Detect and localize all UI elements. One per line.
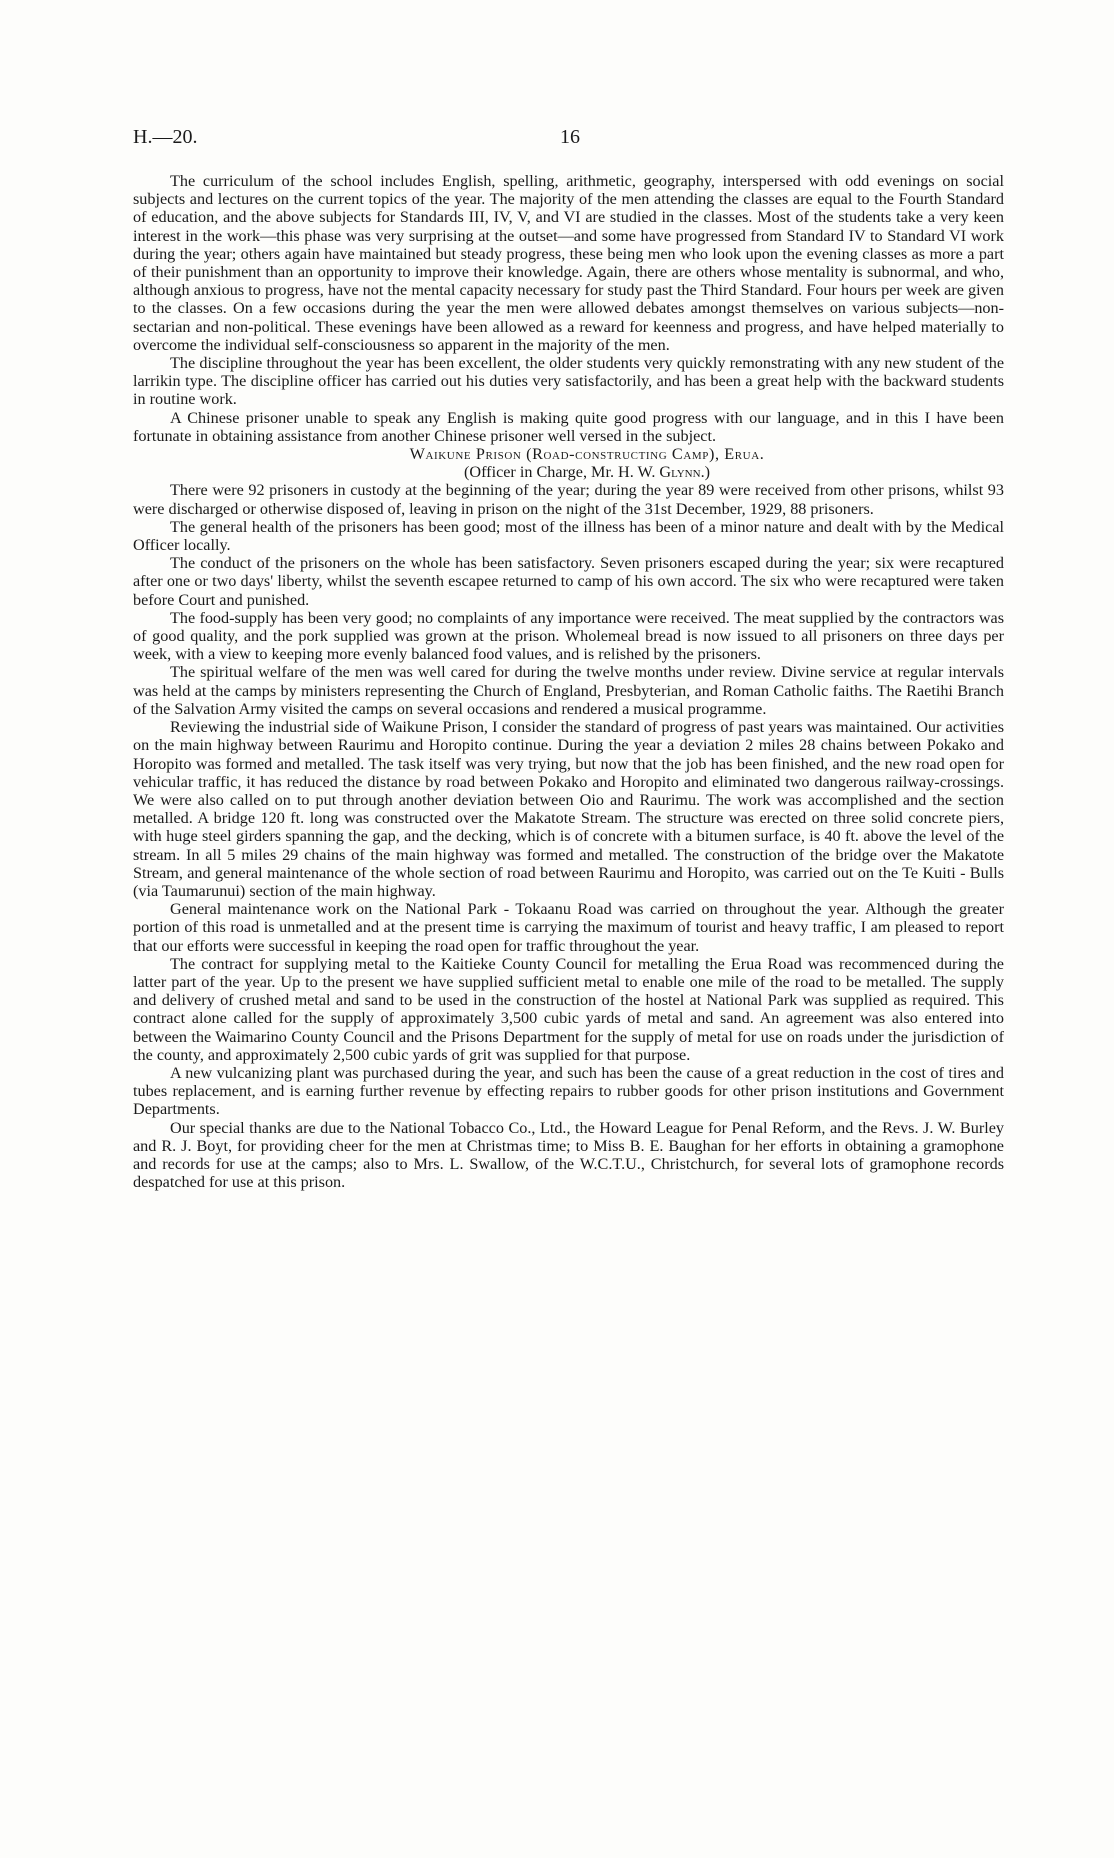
officer-prefix: (Officer in Charge, Mr. H. W. — [464, 463, 660, 482]
paragraph-health: The general health of the prisoners has been good; most of the illness has been of a minor nature and dealt with by the Medical Officer locally. — [133, 517, 1004, 555]
paragraph-road-maintenance: General maintenance work on the National Park - Tokaanu Road was carried on throughout the year. Although the greater portion of this road is unmetalled and at the present time is carrying the maximum of tourist and heavy traffic, I am pleased to report that our efforts were successful in keeping the road open for traffic throughout the year. — [133, 900, 1004, 955]
document-body — [133, 172, 1004, 1191]
officer-in-charge-line — [133, 463, 1004, 481]
paragraph-thanks: Our special thanks are due to the National Tobacco Co., Ltd., the Howard League for Penal Reform, and the Revs. J. W. Burley and R. J. Boyt, for providing cheer for the men at Christmas time; to Miss B. E. Baughan for her efforts in obtaining a gramophone and records for use at the camps; also to Mrs. L. Swallow, of the W.C.T.U., Christchurch, for several lots of gramophone records despatched for use at this prison. — [133, 1118, 1004, 1192]
section-heading: Waikune Prison (Road-constructing Camp), Erua. — [409, 445, 765, 464]
paragraph-industrial-review: Reviewing the industrial side of Waikune Prison, I consider the standard of progress of past years was maintained. Our activities on the main highway between Raurimu and Horopito continue. During the year a deviation 2 miles 28 chains between Pokako and Horopito was formed and metalled. The task itself was very trying, but now that the job has been finished, and the new road open for vehicular traffic, it has reduced the distance by road between Pokako and Horopito and eliminated two dangerous railway-crossings. We were also called on to put through another deviation between Oio and Raurimu. The work was accomplished and the section metalled. A bridge 120 ft. long was constructed over the Makatote Stream. The structure was erected on three solid concrete piers, with huge steel girders spanning the gap, and the decking, which is of concrete with a bitumen surface, is 40 ft. above the level of the stream. In all 5 miles 29 chains of the main highway was formed and metalled. The construction of the bridge over the Makatote Stream, and general maintenance of the whole section of road between Raurimu and Horopito, was carried out on the Te Kuiti - Bulls (via Taumarunui) section of the main highway. — [133, 718, 1004, 900]
report-reference: H.—20. — [133, 126, 198, 148]
paragraph-spiritual-welfare: The spiritual welfare of the men was well cared for during the twelve months under review. Divine service at regular intervals was held at the camps by ministers representing the Church of England, Presbyterian, and Roman Catholic faiths. The Raetihi Branch of the Salvation Army visited the camps on several occasions and rendered a musical programme. — [133, 663, 1004, 718]
paragraph-chinese-prisoner: A Chinese prisoner unable to speak any English is making quite good progress with our language, and in this I have been fortunate in obtaining assistance from another Chinese prisoner well versed in the subject. — [133, 408, 1004, 445]
paragraph-metal-contract: The contract for supplying metal to the Kaitieke County Council for metalling the Erua Road was recommenced during the latter part of the year. Up to the present we have supplied sufficient metal to enable one mile of the road to be metalled. The supply and delivery of crushed metal and sand to be used in the construction of the hostel at National Park was supplied as required. This contract alone called for the supply of approximately 3,500 cubic yards of metal and sand. An agreement was also entered into between the Waimarino County Council and the Prisons Department for the supply of metal for use on roads under the jurisdiction of the county, and approximately 2,500 cubic yards of grit was supplied for that purpose. — [133, 954, 1004, 1064]
paragraph-discipline: The discipline throughout the year has been excellent, the older students very quickly remonstrating with any new student of the larrikin type. The discipline officer has carried out his duties very satisfactorily, and has been a great help with the backward students in routine work. — [133, 354, 1004, 409]
officer-name: Glynn — [659, 463, 701, 482]
page-header — [133, 126, 588, 152]
officer-suffix: .) — [700, 463, 710, 482]
paragraph-food-supply: The food-supply has been very good; no complaints of any importance were received. The meat supplied by the contractors was of good quality, and the pork supplied was grown at the prison. Wholemeal bread is now issued to all prisoners on three days per week, with a view to keeping more evenly balanced food values, and is relished by the prisoners. — [133, 608, 1004, 664]
paragraph-conduct: The conduct of the prisoners on the whole has been satisfactory. Seven prisoners escaped during the year; six were recaptured after one or two days' liberty, whilst the seventh escapee returned to camp of his own accord. The six who were recaptured were taken before Court and punished. — [133, 554, 1004, 609]
paragraph-curriculum: The curriculum of the school includes English, spelling, arithmetic, geography, interspersed with odd evenings on social subjects and lectures on the current topics of the year. The majority of the men attending the classes are equal to the Fourth Standard of education, and the above subjects for Standards III, IV, V, and VI are studied in the classes. Most of the students take a very keen interest in the work—this phase was very surprising at the outset—and some have progressed from Standard IV to Standard VI work during the year; others again have maintained but steady progress, these being men who look upon the evening classes as more a part of their punishment than an opportunity to improve their knowledge. Again, there are others whose mentality is subnormal, and who, although anxious to progress, have not the mental capacity necessary for study past the Third Standard. Four hours per week are given to the classes. On a few occasions during the year the men were allowed debates amongst themselves on various subjects—non-sectarian and non-political. These evenings have been allowed as a reward for keenness and progress, and have helped materially to overcome the individual self-consciousness so apparent in the majority of the men. — [133, 172, 1004, 354]
paragraph-custody: There were 92 prisoners in custody at the beginning of the year; during the year 89 were received from other prisons, whilst 93 were discharged or otherwise disposed of, leaving in prison on the night of the 31st December, 1929, 88 prisoners. — [133, 481, 1004, 518]
paragraph-vulcanizing-plant: A new vulcanizing plant was purchased during the year, and such has been the cause of a great reduction in the cost of tires and tubes replacement, and is earning further revenue by effecting repairs to rubber goods for other prison institutions and Government Departments. — [133, 1063, 1004, 1119]
page-number: 16 — [560, 126, 580, 148]
